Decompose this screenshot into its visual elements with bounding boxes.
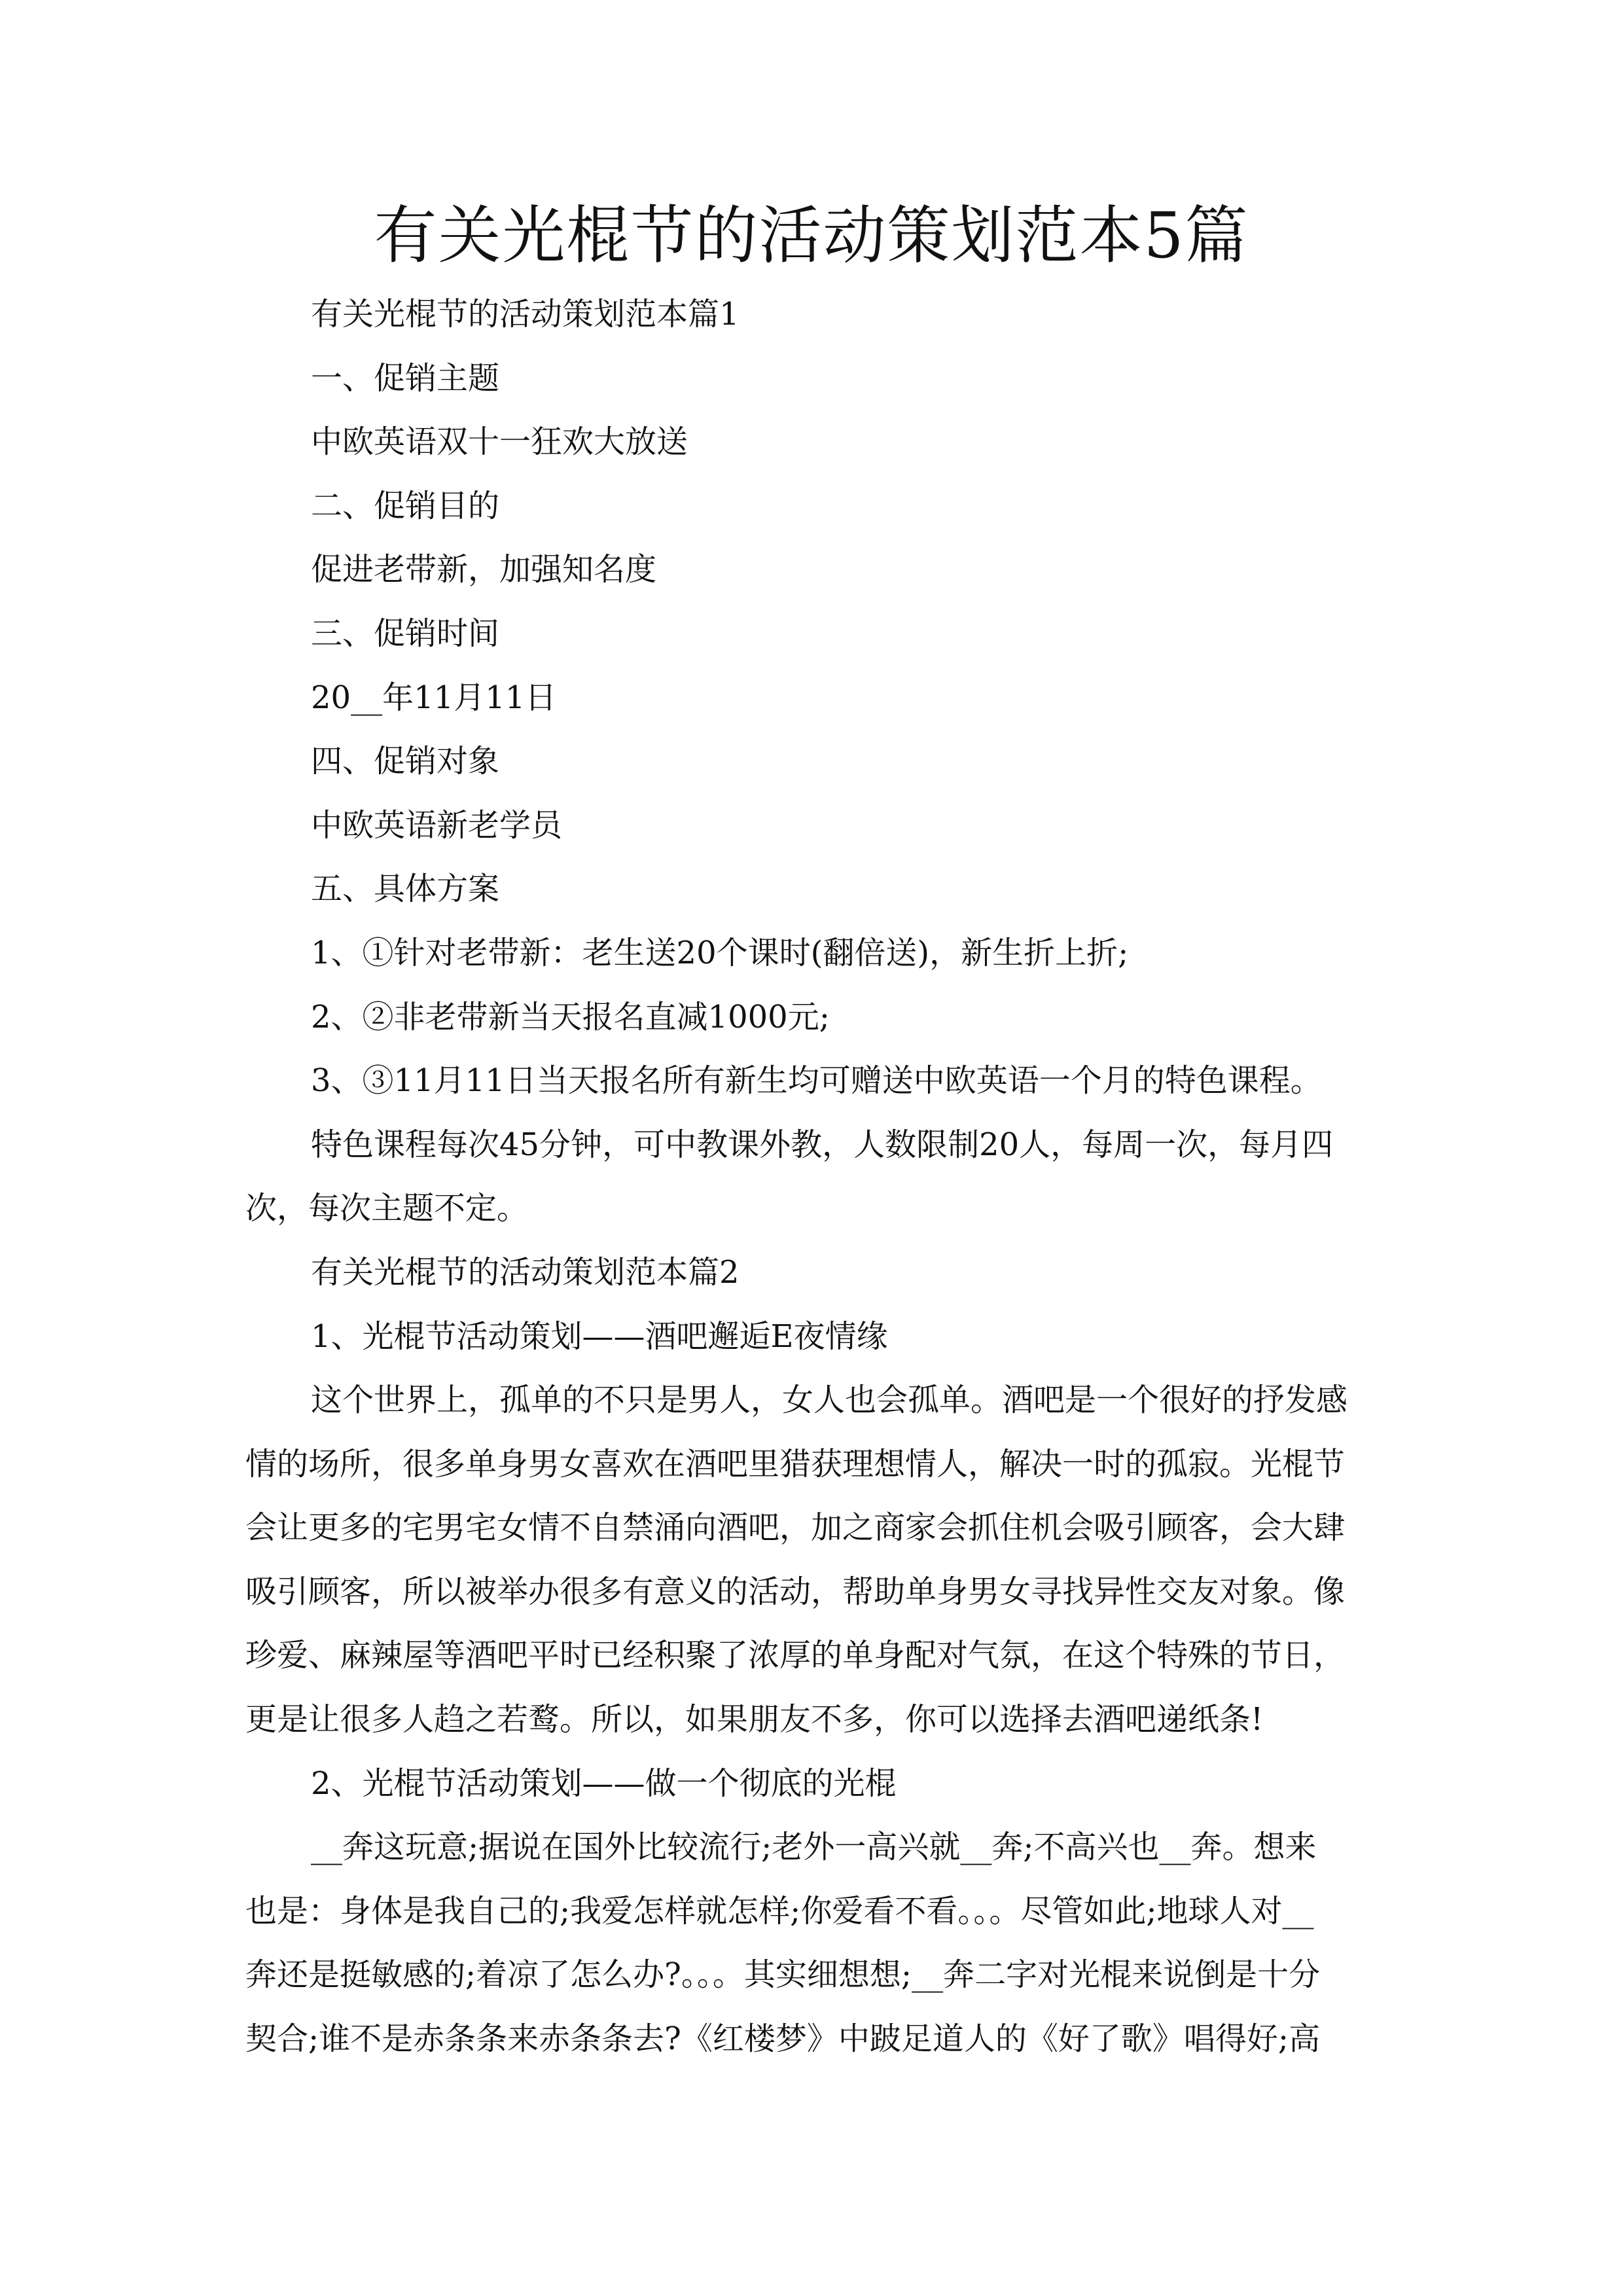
text-line: 1、光棍节活动策划——酒吧邂逅E夜情缘 bbox=[311, 1318, 888, 1355]
text-line: 珍爱、麻辣屋等酒吧平时已经积聚了浓厚的单身配对气氛，在这个特殊的节日， bbox=[245, 1637, 1346, 1674]
text-line: 特色课程每次45分钟，可中教课外教，人数限制20人，每周一次，每月四 bbox=[311, 1126, 1334, 1163]
document-body bbox=[245, 283, 1378, 2072]
text-line: 次，每次主题不定。 bbox=[245, 1190, 529, 1227]
text-line: 也是：身体是我自己的;我爱怎样就怎样;你爱看不看。。。尽管如此;地球人对__ bbox=[245, 1892, 1314, 1929]
text-line: 更是让很多人趋之若鹜。所以，如果朋友不多，你可以选择去酒吧递纸条! bbox=[245, 1701, 1264, 1738]
text-line: 会让更多的宅男宅女情不自禁涌向酒吧，加之商家会抓住机会吸引顾客，会大肆 bbox=[245, 1509, 1346, 1547]
text-line: 中欧英语新老学员 bbox=[311, 806, 563, 844]
text-line: 三、促销时间 bbox=[311, 615, 500, 652]
text-line: 五、具体方案 bbox=[311, 870, 500, 908]
text-line: 二、促销目的 bbox=[311, 487, 500, 524]
text-line: 情的场所，很多单身男女喜欢在酒吧里猎获理想情人，解决一时的孤寂。光棍节 bbox=[245, 1445, 1346, 1482]
text-line: 这个世界上，孤单的不只是男人，女人也会孤单。酒吧是一个很好的抒发感 bbox=[311, 1382, 1348, 1419]
text-line: 促进老带新，加强知名度 bbox=[311, 551, 657, 588]
text-line: 一、促销主题 bbox=[311, 359, 500, 397]
text-line: 有关光棍节的活动策划范本篇2 bbox=[311, 1253, 740, 1291]
text-line: 契合;谁不是赤条条来赤条条去?《红楼梦》中跛足道人的《好了歌》唱得好;高 bbox=[245, 2020, 1321, 2058]
text-line: 中欧英语双十一狂欢大放送 bbox=[311, 423, 688, 461]
text-line: 1、①针对老带新：老生送20个课时(翻倍送)，新生折上折; bbox=[311, 934, 1129, 971]
text-line: 20__年11月11日 bbox=[311, 679, 557, 716]
text-line: 3、③11月11日当天报名所有新生均可赠送中欧英语一个月的特色课程。 bbox=[311, 1062, 1322, 1100]
document-title: 有关光棍节的活动策划范本5篇 bbox=[374, 199, 1249, 272]
text-line: __奔这玩意;据说在国外比较流行;老外一高兴就__奔;不高兴也__奔。想来 bbox=[311, 1829, 1317, 1866]
text-line: 吸引顾客，所以被举办很多有意义的活动，帮助单身男女寻找异性交友对象。像 bbox=[245, 1573, 1346, 1610]
text-line: 有关光棍节的活动策划范本篇1 bbox=[311, 296, 740, 332]
text-line: 奔还是挺敏感的;着凉了怎么办?。。。其实细想想;__奔二字对光棍来说倒是十分 bbox=[245, 1956, 1321, 1994]
text-line: 2、光棍节活动策划——做一个彻底的光棍 bbox=[311, 1765, 897, 1802]
text-line: 2、②非老带新当天报名直减1000元; bbox=[311, 998, 830, 1035]
text-line: 四、促销对象 bbox=[311, 743, 500, 780]
